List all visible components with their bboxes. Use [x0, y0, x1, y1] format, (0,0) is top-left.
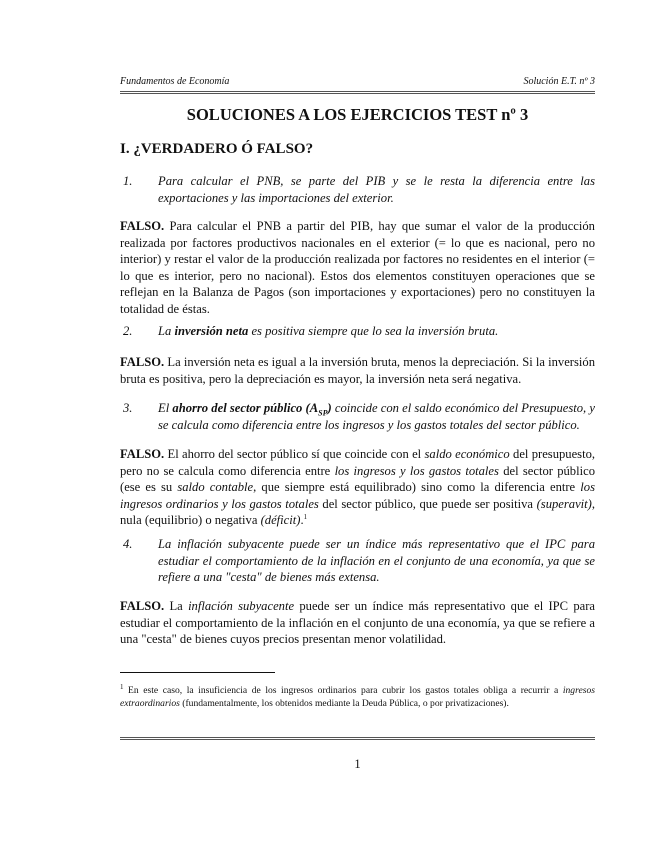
answer-italic: inflación subyacente — [188, 599, 295, 613]
answer-italic: (déficit) — [260, 513, 301, 527]
question-1 — [120, 173, 595, 206]
answer-2 — [120, 354, 595, 387]
answer-label: FALSO. — [120, 599, 165, 613]
question-2 — [120, 323, 595, 340]
question-keyword-close: ) — [327, 401, 332, 415]
footnote-rule — [120, 672, 275, 673]
question-text: La inflación subyacente puede ser un índice más representativo que el IPC para estudiar el comportamiento de la inflación en el conjunto de una economía, ya que se refiere a una "cesta" de bienes más extensa. — [158, 537, 595, 584]
answer-label: FALSO. — [120, 355, 165, 369]
header-left: Fundamentos de Economía — [120, 76, 230, 87]
question-number: 2. — [123, 324, 133, 338]
footnote — [120, 684, 595, 710]
answer-italic: los ingresos ordinarios y los gastos totales — [120, 480, 595, 511]
page-number: 1 — [354, 757, 361, 771]
footer-rule — [120, 737, 595, 740]
header-right: Solución E.T. nº 3 — [523, 76, 595, 87]
question-text: Para calcular el PNB, se parte del PIB y se le resta la diferencia entre las exportaciones y las importaciones del exterior. — [158, 174, 595, 205]
question-4 — [120, 536, 595, 586]
answer-3 — [120, 446, 595, 529]
section-heading: I. ¿VERDADERO Ó FALSO? — [120, 141, 314, 157]
footnote-number: 1 — [120, 682, 124, 691]
page-title: SOLUCIONES A LOS EJERCICIOS TEST nº 3 — [186, 105, 529, 124]
answer-text: La — [169, 599, 183, 613]
answer-italic: saldo contable — [177, 480, 254, 494]
running-header — [120, 76, 595, 87]
question-keyword: ahorro del sector público (A — [172, 401, 319, 415]
question-number: 3. — [123, 401, 133, 415]
question-text: La — [158, 324, 172, 338]
question-text: El — [158, 401, 170, 415]
question-3 — [120, 400, 595, 433]
footnote-text: En este caso, la insuficiencia de los ingresos ordinarios para cubrir los gastos totales obliga a recurrir a — [128, 685, 559, 696]
answer-text: El ahorro del sector público sí que coincide con el — [167, 447, 422, 461]
answer-text: . — [300, 513, 304, 527]
subscript: SP — [318, 408, 328, 418]
question-text: es positiva siempre que lo sea la inversión bruta. — [251, 324, 499, 338]
answer-italic: los ingresos y los gastos totales — [334, 463, 499, 478]
answer-text: Para calcular el PNB a partir del PIB, hay que sumar el valor de la producción realizada por factores productivos nacionales en el exterior (= lo que es nacional, pero no interior) y restar el valor de la producción realizada por factores no residentes en el interior (= lo que es interior, pero no nacional). Estos dos elementos constituyen operaciones que se reflejan en la Balanza de Pagos (son importaciones y exportaciones) pero no constituyen la totalidad de éstas. — [120, 219, 595, 316]
answer-text: La inversión neta es igual a la inversión bruta, menos la depreciación. Si la inversión bruta es positiva, pero la depreciación es mayor, la inversión neta será negativa. — [120, 355, 595, 386]
answer-text: del sector público, que puede ser positiva — [322, 496, 534, 511]
question-number: 4. — [123, 537, 133, 551]
answer-text: del sector público (ese es su — [120, 463, 595, 494]
footnote-italic: ingresos extraordinarios — [120, 685, 595, 709]
question-number: 1. — [123, 174, 133, 188]
answer-italic: (superavit) — [536, 496, 592, 511]
answer-italic: saldo económico — [424, 447, 510, 461]
answer-4 — [120, 598, 595, 648]
answer-label: FALSO. — [120, 219, 165, 233]
answer-1 — [120, 218, 595, 317]
answer-text: , que siempre está equilibrado) sino como la diferencia entre — [253, 480, 576, 494]
answer-text: puede ser un índice más representativo que el IPC para estudiar el comportamiento de la inflación en el conjunto de una economía, ya que se refiere a una "cesta" de bienes cuyos precios presentan menor volatilidad. — [120, 599, 596, 646]
answer-label: FALSO. — [120, 447, 165, 461]
question-keyword: inversión neta — [174, 324, 249, 338]
footnote-text: (fundamentalmente, los obtenidos mediante la Deuda Pública, o por privatizaciones). — [182, 698, 509, 709]
footnote-ref[interactable]: 1 — [303, 512, 308, 521]
header-rule — [120, 91, 595, 94]
answer-text: del presupuesto, pero no se calcula como diferencia entre — [120, 447, 596, 478]
question-text: coincide con el saldo económico del Presupuesto, y se calcula como diferencia entre los ingresos y los gastos totales del sector público. — [158, 401, 595, 432]
answer-text: , nula (equilibrio) o negativa — [120, 496, 596, 527]
